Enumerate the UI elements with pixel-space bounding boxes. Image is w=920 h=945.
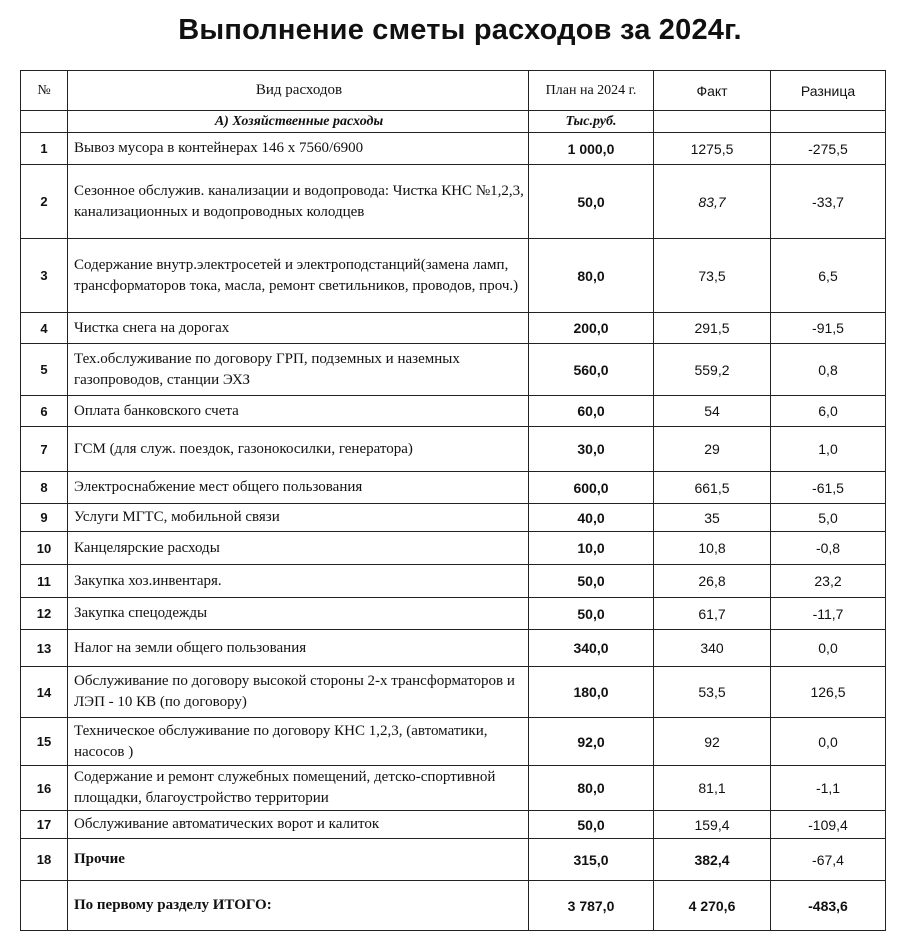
table-row: 7 ГСМ (для служ. поездок, газонокосилки, генератора) 30,0 29 1,0 — [21, 427, 886, 472]
section-row — [21, 111, 886, 133]
total-fact: 4 270,6 — [654, 881, 771, 931]
total-label: По первому разделу ИТОГО: — [68, 881, 529, 931]
table-row: 18 Прочие 315,0 382,4 -67,4 — [21, 839, 886, 881]
table-row: 17 Обслуживание автоматических ворот и калиток 50,0 159,4 -109,4 — [21, 811, 886, 839]
table-row: 9 Услуги МГТС, мобильной связи 40,0 35 5,0 — [21, 504, 886, 532]
total-diff: -483,6 — [771, 881, 886, 931]
page-title: Выполнение сметы расходов за 2024г. — [178, 14, 742, 46]
table-header-row — [21, 71, 886, 111]
table-row: 8 Электроснабжение мест общего пользования 600,0 661,5 -61,5 — [21, 472, 886, 504]
header-name: Вид расходов — [68, 71, 529, 111]
table-row: 1 Вывоз мусора в контейнерах 146 х 7560/6900 1 000,0 1275,5 -275,5 — [21, 133, 886, 165]
expense-table — [20, 70, 886, 931]
header-diff: Разница — [771, 71, 886, 111]
table-row: 6 Оплата банковского счета 60,0 54 6,0 — [21, 396, 886, 427]
table-row: 15 Техническое обслуживание по договору КНС 1,2,3, (автоматики, насосов ) 92,0 92 0,0 — [21, 718, 886, 766]
header-fact: Факт — [654, 71, 771, 111]
table-row: 2 Сезонное обслужив. канализации и водопровода: Чистка КНС №1,2,3, канализационных и водопроводных колодцев 50,0 83,7 -33,7 — [21, 165, 886, 239]
table-row: 16 Содержание и ремонт служебных помещений, детско-спортивной площадки, благоустройство территории 80,0 81,1 -1,1 — [21, 766, 886, 811]
table-row: 5 Тех.обслуживание по договору ГРП, подземных и наземных газопроводов, станции ЭХЗ 560,0 559,2 0,8 — [21, 344, 886, 396]
header-num: № — [21, 71, 68, 111]
header-plan: План на 2024 г. — [529, 71, 654, 111]
table-row: 12 Закупка спецодежды 50,0 61,7 -11,7 — [21, 598, 886, 630]
table-row: 3 Содержание внутр.электросетей и электроподстанций(замена ламп, трансформаторов тока, масла, ремонт светильников, проводов, проч.) 80,0 73,5 6,5 — [21, 239, 886, 313]
table-row: 10 Канцелярские расходы 10,0 10,8 -0,8 — [21, 532, 886, 565]
table-row: 14 Обслуживание по договору высокой стороны 2-х трансформаторов и ЛЭП - 10 КВ (по договору) 180,0 53,5 126,5 — [21, 667, 886, 718]
total-plan: 3 787,0 — [529, 881, 654, 931]
table-row: 4 Чистка снега на дорогах 200,0 291,5 -91,5 — [21, 313, 886, 344]
table-row: 11 Закупка хоз.инвентаря. 50,0 26,8 23,2 — [21, 565, 886, 598]
section-unit: Тыс.руб. — [529, 111, 654, 133]
total-row — [21, 881, 886, 931]
section-title: А) Хозяйственные расходы — [68, 111, 529, 133]
table-row: 13 Налог на земли общего пользования 340,0 340 0,0 — [21, 630, 886, 667]
